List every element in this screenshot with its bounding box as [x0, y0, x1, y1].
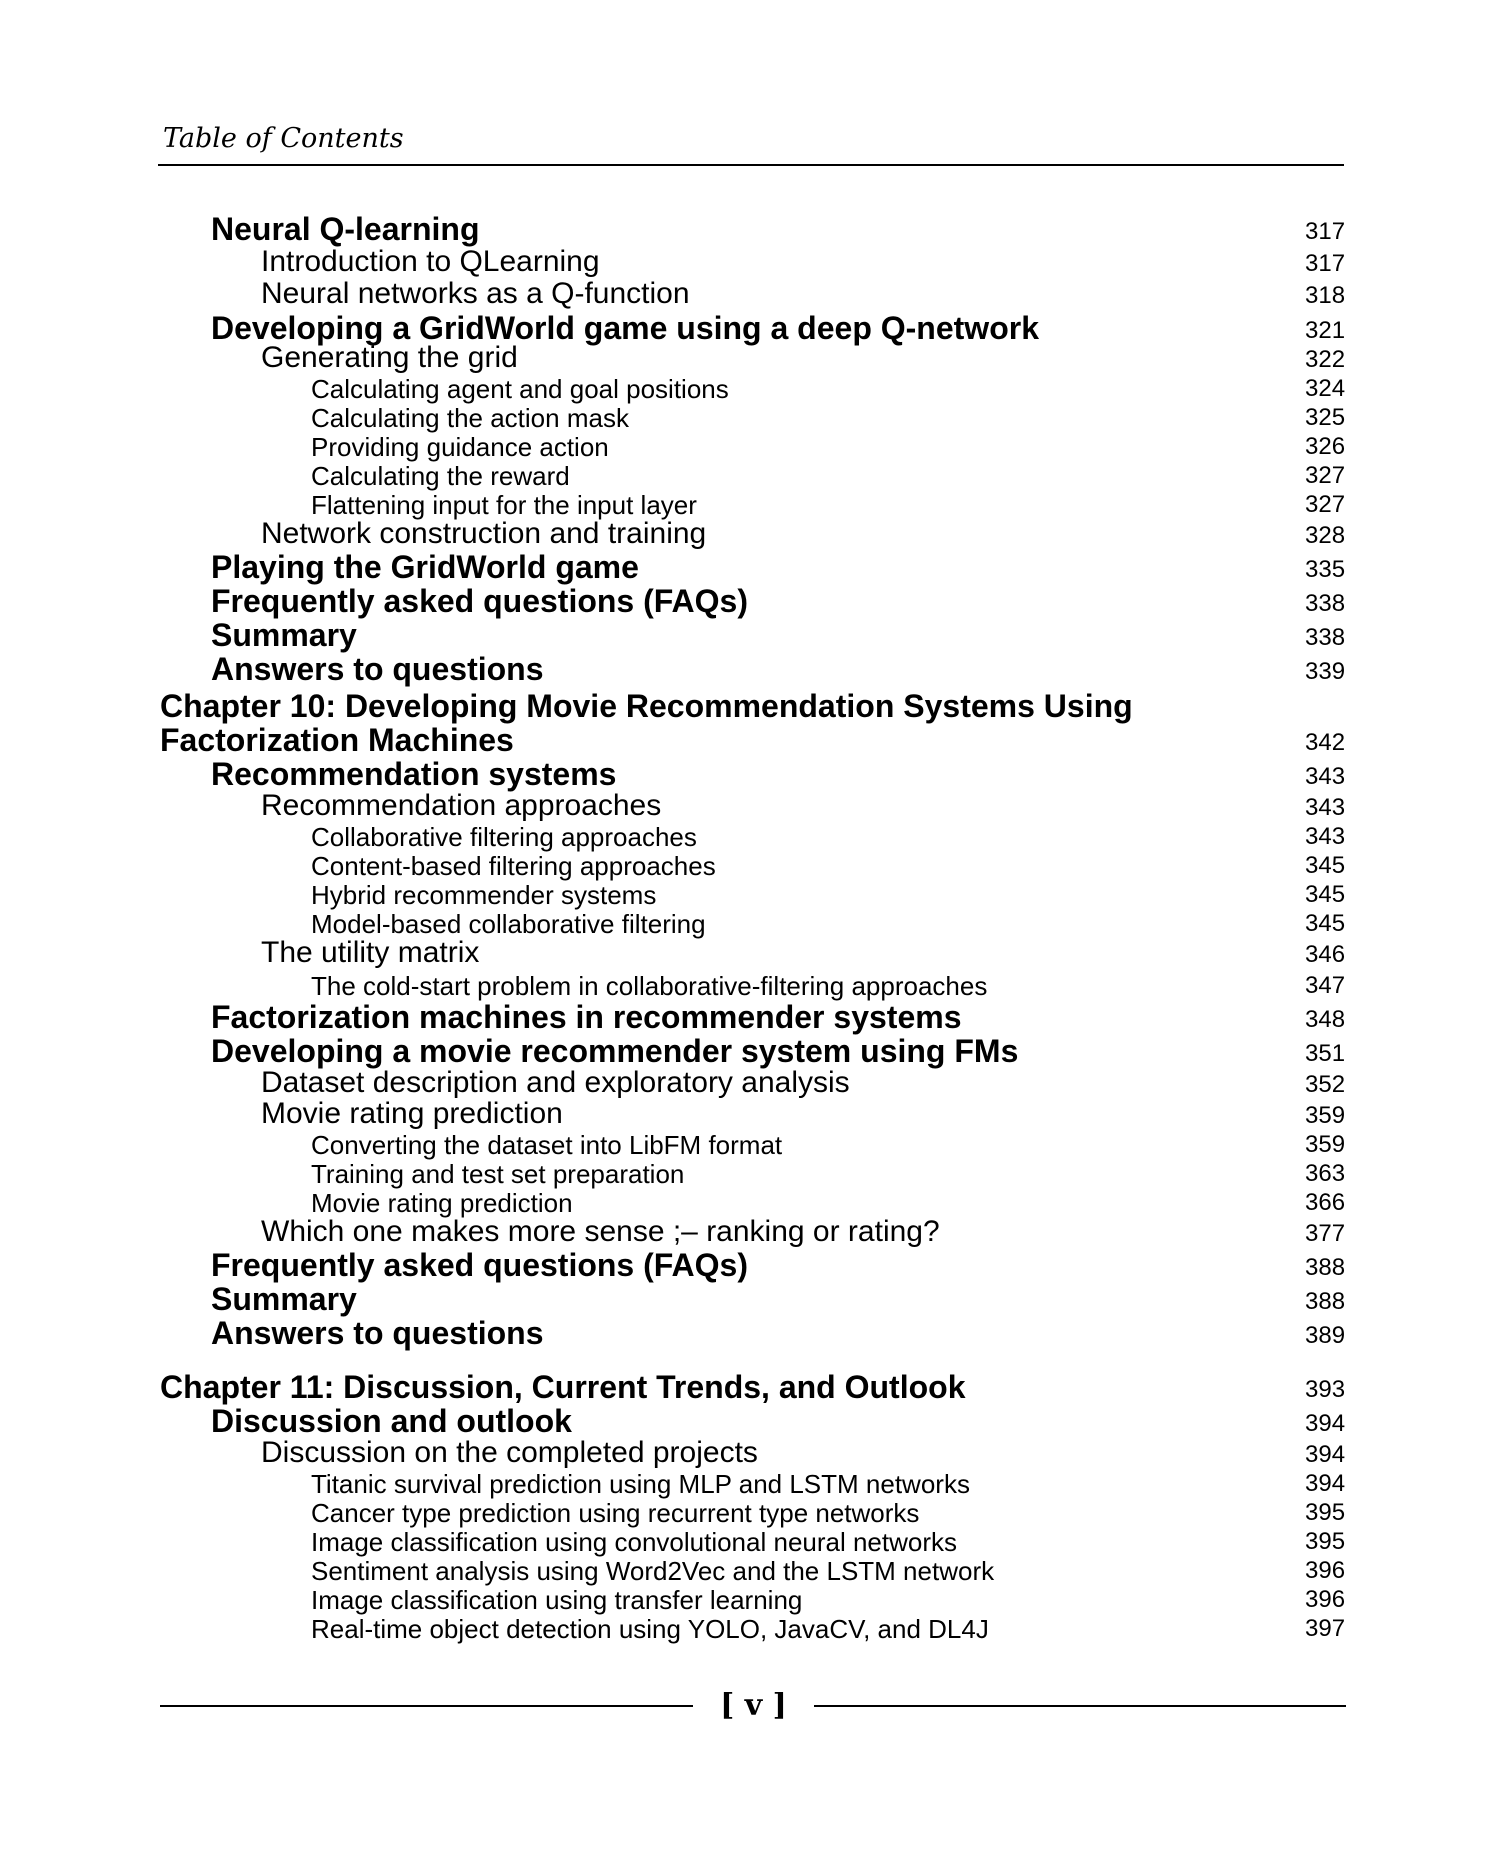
toc-entry-page-number: 343: [1305, 823, 1346, 850]
toc-entry-title: Cancer type prediction using recurrent type networks: [311, 1498, 920, 1528]
toc-entry-title: Discussion and outlook: [211, 1403, 572, 1439]
toc-entry-title: Providing guidance action: [311, 432, 609, 462]
toc-entry-title: Which one makes more sense ;– ranking or rating?: [261, 1215, 940, 1248]
toc-entry-title: Movie rating prediction: [311, 1188, 573, 1218]
toc-entry-page-number: 396: [1305, 1586, 1346, 1613]
toc-entry-page-number: 395: [1305, 1528, 1346, 1555]
toc-entry-title: Neural networks as a Q-function: [261, 277, 690, 310]
toc-entry-page-number: 343: [1305, 794, 1346, 821]
toc-entry-title: Frequently asked questions (FAQs): [211, 1247, 748, 1283]
toc-entry-page-number: 394: [1305, 1441, 1346, 1468]
toc-entry-title: Content-based filtering approaches: [311, 851, 716, 881]
toc-entry-title: Summary: [211, 1281, 357, 1317]
toc-entry[interactable]: [0, 1316, 1500, 1350]
toc-entry-page-number: 342: [1305, 729, 1346, 756]
toc-entry-page-number: 377: [1305, 1220, 1346, 1247]
toc-entry[interactable]: [0, 1282, 1500, 1316]
toc-entry-page-number: 327: [1305, 462, 1346, 489]
toc-entry[interactable]: [0, 618, 1500, 652]
toc-entry-page-number: 318: [1305, 282, 1346, 309]
toc-entry[interactable]: [0, 1248, 1500, 1282]
toc-entry-page-number: 351: [1305, 1040, 1346, 1067]
toc-entry-title: Titanic survival prediction using MLP and LSTM networks: [311, 1469, 970, 1499]
toc-entry[interactable]: [0, 652, 1500, 686]
toc-entry-title: Chapter 11: Discussion, Current Trends, and Outlook: [160, 1369, 966, 1405]
toc-entry[interactable]: [0, 1034, 1500, 1068]
toc-entry[interactable]: [0, 1000, 1500, 1034]
footer-rule-left: [160, 1705, 693, 1707]
toc-entry-title: Introduction to QLearning: [261, 245, 600, 278]
toc-entry-page-number: 348: [1305, 1006, 1346, 1033]
toc-entry-page-number: 328: [1305, 522, 1346, 549]
toc-entry-title: Real-time object detection using YOLO, JavaCV, and DL4J: [311, 1614, 989, 1644]
toc-entry-page-number: 343: [1305, 763, 1346, 790]
toc-entry-title: Discussion on the completed projects: [261, 1436, 758, 1469]
toc-entry-title: Sentiment analysis using Word2Vec and the LSTM network: [311, 1556, 995, 1586]
toc-entry[interactable]: [0, 1214, 1500, 1248]
toc-entry-title: Image classification using convolutional neural networks: [311, 1527, 958, 1557]
toc-entry-page-number: 345: [1305, 852, 1346, 879]
toc-entry-page-number: 321: [1305, 317, 1346, 344]
toc-entry[interactable]: [0, 516, 1500, 550]
toc-entry-title: Recommendation systems: [211, 756, 617, 792]
toc-entry-title: Summary: [211, 617, 357, 653]
toc-entry-title: Neural Q-learning: [211, 211, 480, 247]
toc-entry[interactable]: [0, 1183, 1500, 1217]
toc-entry-page-number: 388: [1305, 1288, 1346, 1315]
toc-entry-page-number: 393: [1305, 1376, 1346, 1403]
toc-entry[interactable]: [0, 550, 1500, 584]
toc-entry-title: Movie rating prediction: [261, 1097, 563, 1130]
toc-entry[interactable]: [0, 1609, 1500, 1643]
toc-entry-page-number: 346: [1305, 941, 1346, 968]
toc-chapter-entry[interactable]: [0, 1370, 1500, 1404]
toc-entry-page-number: 389: [1305, 1322, 1346, 1349]
toc-entry-page-number: 345: [1305, 910, 1346, 937]
toc-entry-page-number: 396: [1305, 1557, 1346, 1584]
toc-entry-title: Frequently asked questions (FAQs): [211, 583, 748, 619]
toc-entry[interactable]: [0, 757, 1500, 791]
toc-entry-title: Answers to questions: [211, 651, 544, 687]
toc-entry-title: Calculating the reward: [311, 461, 570, 491]
toc-entry-title: Generating the grid: [261, 341, 518, 374]
toc-entry[interactable]: [0, 1065, 1500, 1099]
toc-entry-page-number: 327: [1305, 491, 1346, 518]
toc-entry-page-number: 345: [1305, 881, 1346, 908]
toc-entry[interactable]: [0, 485, 1500, 519]
toc-entry-page-number: 326: [1305, 433, 1346, 460]
toc-entry[interactable]: [0, 584, 1500, 618]
toc-entry-title: Playing the GridWorld game: [211, 549, 639, 585]
page-number: [ v ]: [720, 1688, 787, 1723]
toc-entry-title: Training and test set preparation: [311, 1159, 685, 1189]
toc-entry-page-number: 395: [1305, 1499, 1346, 1526]
footer-rule-right: [814, 1705, 1346, 1707]
toc-entry-page-number: 322: [1305, 346, 1346, 373]
toc-entry-page-number: 366: [1305, 1189, 1346, 1216]
toc-entry-page-number: 352: [1305, 1071, 1346, 1098]
toc-entry-page-number: 347: [1305, 972, 1346, 999]
toc-entry-page-number: 335: [1305, 556, 1346, 583]
toc-entry-page-number: 317: [1305, 250, 1346, 277]
toc-entry[interactable]: [0, 212, 1500, 246]
toc-entry-title: Recommendation approaches: [261, 789, 662, 822]
toc-entry-title: The utility matrix: [261, 936, 480, 969]
toc-entry-title: Image classification using transfer learning: [311, 1585, 803, 1615]
toc-entry-page-number: 324: [1305, 375, 1346, 402]
toc-entry-title: Calculating the action mask: [311, 403, 629, 433]
toc-entry-title: Dataset description and exploratory analysis: [261, 1066, 850, 1099]
toc-entry-title: Developing a GridWorld game using a deep Q-network: [211, 310, 1039, 346]
toc-entry-title: Model-based collaborative filtering: [311, 909, 706, 939]
toc-entry-title: Chapter 10: Developing Movie Recommendation Systems Using Factorization Machines: [160, 688, 1133, 758]
toc-entry-title: Hybrid recommender systems: [311, 880, 657, 910]
toc-entry-page-number: 359: [1305, 1131, 1346, 1158]
toc-entry-page-number: 397: [1305, 1615, 1346, 1642]
toc-entry-page-number: 338: [1305, 624, 1346, 651]
running-header-title: Table of Contents: [163, 123, 404, 154]
toc-entry-page-number: 339: [1305, 658, 1346, 685]
toc-entry-title: Calculating agent and goal positions: [311, 374, 729, 404]
toc-entry[interactable]: [0, 276, 1500, 310]
toc-entry[interactable]: [0, 244, 1500, 278]
toc-entry-title: Network construction and training: [261, 517, 707, 550]
toc-entry-page-number: 394: [1305, 1470, 1346, 1497]
toc-entry-title: Converting the dataset into LibFM format: [311, 1130, 783, 1160]
toc-entry-page-number: 394: [1305, 1410, 1346, 1437]
toc-entry-title: Collaborative filtering approaches: [311, 822, 697, 852]
toc-entry-page-number: 338: [1305, 590, 1346, 617]
toc-entry-page-number: 317: [1305, 218, 1346, 245]
toc-entry-title: Factorization machines in recommender systems: [211, 999, 962, 1035]
toc-entry-title: Developing a movie recommender system using FMs: [211, 1033, 1019, 1069]
toc-chapter-entry[interactable]: [0, 689, 1500, 757]
toc-entry[interactable]: [0, 1404, 1500, 1438]
toc-entry[interactable]: [0, 935, 1500, 969]
toc-entry-title: The cold-start problem in collaborative-filtering approaches: [311, 971, 988, 1001]
toc-entry[interactable]: [0, 904, 1500, 938]
toc-entry-title: Flattening input for the input layer: [311, 490, 697, 520]
toc-entry-page-number: 359: [1305, 1102, 1346, 1129]
toc-entry-page-number: 388: [1305, 1254, 1346, 1281]
toc-entry-page-number: 325: [1305, 404, 1346, 431]
toc-entry-page-number: 363: [1305, 1160, 1346, 1187]
toc-entry-title: Answers to questions: [211, 1315, 544, 1351]
toc-entry[interactable]: [0, 966, 1500, 1000]
